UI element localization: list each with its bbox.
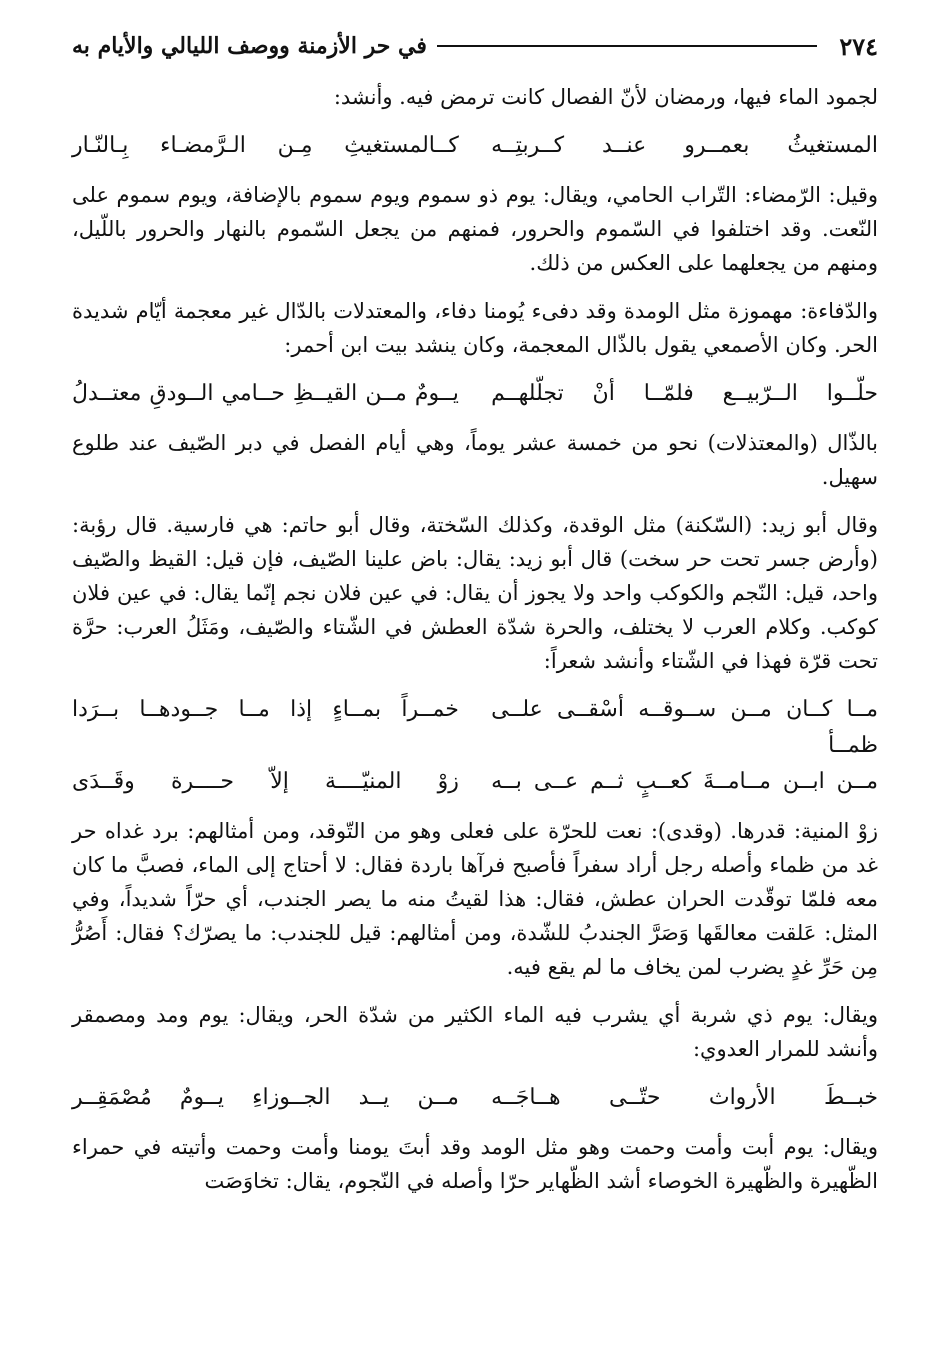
verse-line <box>72 376 878 412</box>
verse-second-hemistich: يــومٌ مــن القيــظِ حــامي الــودقِ معتــدلُ <box>72 381 459 406</box>
paragraph: بالذّال (والمعتذلات) نحو من خمسة عشر يوماً، وهي أيام الفصل في دبر الصّيف عند طلوع سهيل. <box>72 431 878 489</box>
page-number: ٢٧٤ <box>839 31 878 61</box>
verse-line <box>72 1080 878 1116</box>
verse-line <box>72 692 878 764</box>
page-body <box>72 80 878 1198</box>
verse-first-hemistich: مــن ابــن مــامــةَ كعــبٍ ثــم عــى بــه <box>491 769 878 794</box>
verse-first-hemistich: مــا كــان مــن ســوقــه أسْقــى علــى ظمــأ <box>491 697 878 758</box>
paragraph: وقيل: الرّمضاء: التّراب الحامي، ويقال: يوم ذو سموم ويوم سموم بالإضافة، ويوم سموم على النّعت. وقد اختلفوا في السّموم والحرور، فمنهم من يجعل السّموم بالنهار والحرور باللّيل، ومنهم من يجعلهما على العكس من ذلك. <box>72 183 878 275</box>
paragraph: زوْ المنية: قدرها. (وقدى): نعت للحرّة على فعلى وهو من التّوقد، ومن أمثالهم: برد غداه حر غد من ظماء وأصله رجل أراد سفراً فأصبح فرآها باردة فقال: لا أحتاج إلى الماء، فصبَّ ما كان معه فلمّا توقّدت الحران عطش، فقال: هذا لقيتُ منه ما يصر الجندب، أي حرّاً شديداً، وفي المثل: عَلقت معالقَها وَصَرَّ الجندبُ للشّدة، ومن أمثالهم: قيل للجندب: ما يصرّك؟ فقال: أَصُرُّ مِن حَرِّ غدٍ يضرب لمن يخاف ما لم يقع فيه. <box>72 819 878 979</box>
verse-first-hemistich: خبــطَ الأرواث حتّــى هــاجَــه <box>491 1085 878 1110</box>
verse-second-hemistich: مــن يــد الجــوزاءِ يــومٌ مُصْمَقِــر <box>72 1085 459 1110</box>
verse-second-hemistich: زوْ المنيّــــة إلاّ حــــرة وقَــدَى <box>72 769 459 794</box>
header-rule <box>437 45 817 47</box>
verse-first-hemistich: المستغيثُ بعمــرو عنــد كــربتِــه <box>491 133 878 158</box>
verse-second-hemistich: خمــراً بمــاءٍ إذا مــا جــودهــا بــرَدا <box>72 697 459 722</box>
paragraph: ويقال: يوم ذي شربة أي يشرب فيه الماء الكثير من شدّة الحر، ويقال: يوم ومد ومصمقر وأنشد للمرار العدوي: <box>72 1003 878 1061</box>
verse-group <box>72 692 878 800</box>
paragraph: لجمود الماء فيها، ورمضان لأنّ الفصال كانت ترمض فيه. وأنشد: <box>333 85 878 109</box>
verse-second-hemistich: كــالمستغيثِ مِـن الـرَّمضـاء بِـالنّـار <box>72 133 459 158</box>
page-header <box>72 26 878 66</box>
verse-line <box>72 764 878 800</box>
verse-line <box>72 128 878 164</box>
paragraph: وقال أبو زيد: (السّكنة) مثل الوقدة، وكذلك السّختة، وقال أبو حاتم: هي فارسية. قال رؤبة: (وأرض جسر تحت حر سخت) قال أبو زيد: يقال: باض علينا الصّيف، فإن قيل: القيظ والصّيف واحد، قيل: النّجم والكوكب واحد ولا يجوز أن يقال: في عين فلان نجم إنّما يقال: في عين فلان كوكب. وكلام العرب لا يختلف، والحرة شدّة العطش في الشّتاء والصّيف، ومَثَلُ العرب: حرَّة تحت قرّة فهذا في الشّتاء وأنشد شعراً: <box>72 513 879 673</box>
paragraph: والدّفاءة: مهموزة مثل الومدة وقد دفىء يُومنا دفاء، والمعتدلات بالدّال غير معجمة أيّام شديدة الحر. وكان الأصمعي يقول بالذّال المعجمة، وكان ينشد بيت ابن أحمر: <box>72 299 878 357</box>
verse-first-hemistich: حلّــوا الــرّبيــع فلمّــا أنْ تجلّلهــم <box>491 381 878 406</box>
running-title: في حر الأزمنة ووصف الليالي والأيام به <box>72 33 427 59</box>
paragraph: ويقال: يوم أبت وأمت وحمت وهو مثل الومد وقد أبتَ يومنا وأمت وحمت وأتيته في حمراء الظّهيرة والظّهيرة الخوصاء أشد الظّهاير حرّا وأصله في النّجوم، يقال: تخاوَصَت <box>72 1135 878 1193</box>
